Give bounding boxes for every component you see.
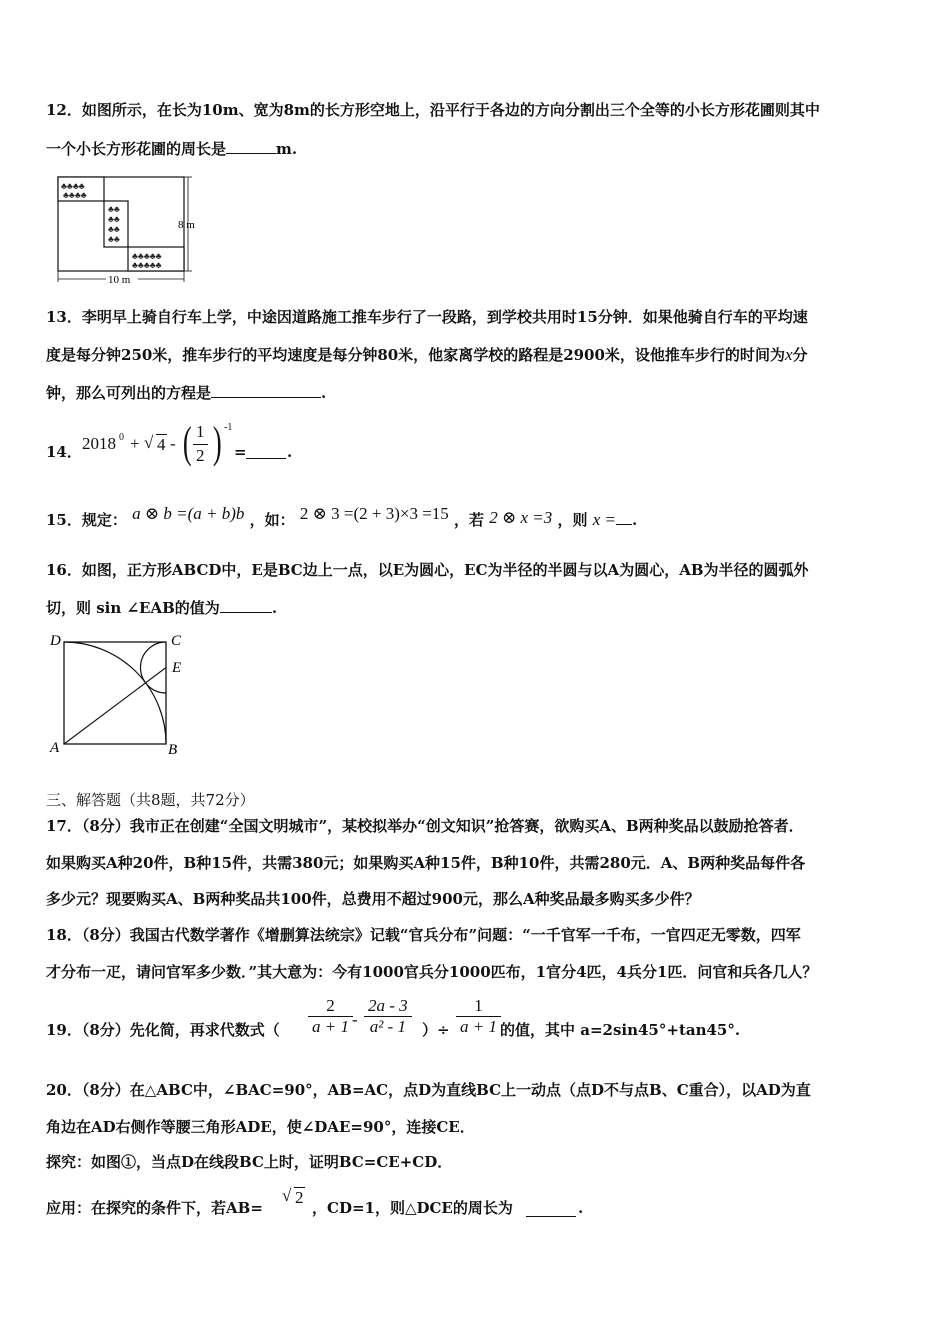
q15-line [46, 504, 638, 530]
q14-rparen: ) [212, 418, 222, 467]
q19-frac3-num: 1 [474, 996, 483, 1015]
q13-line2 [46, 345, 808, 365]
q20-line4-end: . [578, 1199, 584, 1217]
q20-line2: 角边在AD右侧作等腰三角形ADE，使∠DAE=90°，连接CE． [46, 1118, 475, 1136]
q20-answer-blank[interactable] [526, 1202, 576, 1217]
q20-line1: 20．（8分）在△ABC中，∠BAC=90°，AB=AC，点D为直线BC上一动点（点D不与点B、C重合），以AD为直 [46, 1081, 811, 1099]
q16-label-e: E [172, 660, 182, 676]
q12-line2 [46, 139, 297, 159]
q12-line2-text: 一个小长方形花圃的周长是 [46, 140, 227, 158]
q14-eq: = [234, 443, 247, 461]
q14-label: 14． [46, 443, 82, 461]
q15-label: 15．规定： [46, 511, 127, 529]
q19-frac3 [456, 996, 501, 1037]
q16-line2 [46, 598, 277, 618]
q16-square [64, 642, 166, 744]
q16-line2-text: 切，则 sin ∠EAB的值为 [46, 599, 220, 617]
q19-frac1-num: 2 [326, 996, 335, 1015]
svg-text:♣♣: ♣♣ [108, 204, 120, 214]
svg-text:♣♣♣♣♣: ♣♣♣♣♣ [132, 251, 162, 261]
q14-frac-den: 2 [196, 446, 205, 465]
q16-line2-end: . [271, 599, 278, 617]
q13-line3-end: . [321, 384, 327, 402]
q19-pre: 19．（8分）先化简，再求代数式（ [46, 1021, 280, 1039]
q12-flower-marks [61, 181, 162, 270]
q20-line3: 探究：如图①，当点D在线段BC上时，证明BC=CE+CD． [46, 1153, 453, 1171]
q19-frac1-den: a + 1 [308, 1016, 353, 1037]
q20-sqrt-arg: 2 [295, 1188, 304, 1207]
q17-line1: 17．（8分）我市正在创建“全国文明城市”，某校拟举办“创文知识”抢答赛，欲购买A、B两种奖品以鼓励抢答者． [46, 817, 804, 835]
q19-frac1 [308, 996, 353, 1037]
q12-figure [52, 174, 212, 286]
q16-label-a: A [50, 740, 60, 756]
q13-var-x: x [784, 345, 793, 364]
q12-line1: 12．如图所示，在长为10m、宽为8m的长方形空地上，沿平行于各边的方向分割出三个全等的小长方形花圃则其中 [46, 101, 820, 119]
q15-condition: 2 ⊗ x =3 [489, 508, 553, 527]
q15-mid2: ，若 [454, 511, 485, 529]
q14-sqrt-arg: 4 [157, 435, 166, 454]
q20-line4-pre: 应用：在探究的条件下，若AB= [46, 1199, 263, 1217]
q17-line3: 多少元？现要购买A、B两种奖品共100件，总费用不超过900元，那么A种奖品最多购买多少件？ [46, 890, 700, 908]
q15-mid3: ，则 [557, 511, 588, 529]
q14-frac-bar [193, 444, 208, 445]
q14-exp0: 0 [119, 432, 124, 443]
q16-label-b: B [168, 742, 178, 758]
q13-answer-blank[interactable] [211, 383, 321, 398]
q15-mid1: ，如： [249, 511, 295, 529]
q13-line3 [46, 383, 326, 403]
q15-end: . [632, 511, 638, 529]
q20-line4-mid: ，CD=1，则△DCE的周长为 [312, 1199, 513, 1217]
svg-text:♣♣: ♣♣ [108, 214, 120, 224]
q14-plus: + [130, 434, 140, 453]
q13-line1: 13．李明早上骑自行车上学，中途因道路施工推车步行了一段路，到学校共用时15分钟．如果他骑自行车的平均速 [46, 308, 808, 326]
q14-minus: - [170, 434, 176, 453]
q17-line2: 如果购买A种20件，B种15件，共需380元；如果购买A种15件，B种10件，共需280元．A、B两种奖品每件各 [46, 854, 806, 872]
q15-ask: x = [592, 510, 617, 529]
q20-sqrt-sign: √ [282, 1186, 292, 1205]
q13-line2-text: 度是每分钟250米，推车步行的平均速度是每分钟80米，他家离学校的路程是2900米，设他推车步行的时间为 [46, 346, 785, 364]
q13-line3-text: 钟，那么可列出的方程是 [46, 384, 212, 402]
section3-heading: 三、解答题（共8题，共72分） [46, 791, 255, 809]
q15-answer-blank[interactable] [616, 510, 632, 525]
q16-answer-blank[interactable] [220, 598, 272, 613]
q19-frac2-den: a² - 1 [364, 1016, 412, 1037]
q19-minus: - [352, 1010, 358, 1029]
q18-line1: 18．（8分）我国古代数学著作《增删算法统宗》记载“官兵分布”问题：“一千官军一千布，一官四疋无零数，四军 [46, 926, 801, 944]
q14-base: 2018 [82, 434, 116, 453]
q15-example: 2 ⊗ 3 =(2 + 3)×3 =15 [299, 504, 449, 523]
q14-exp-neg1: -1 [224, 422, 233, 433]
svg-text:♣♣: ♣♣ [108, 234, 120, 244]
q19-close-div: ）÷ [422, 1021, 450, 1039]
q16-label-c: C [171, 633, 182, 649]
q14-sqrt-sign: √ [144, 433, 154, 452]
q19-frac2 [364, 996, 412, 1037]
q12-height-label: 8 m [178, 219, 195, 231]
q16-line-ae [64, 668, 166, 745]
q16-line1: 16．如图，正方形ABCD中，E是BC边上一点，以E为圆心，EC为半径的半圆与以A为圆心，AB为半径的圆弧外 [46, 561, 809, 579]
svg-text:♣♣: ♣♣ [108, 224, 120, 234]
q13-line2-end: 分 [792, 346, 808, 364]
svg-text:♣♣♣♣♣: ♣♣♣♣♣ [132, 260, 162, 270]
svg-text:♣♣♣♣: ♣♣♣♣ [63, 190, 87, 200]
q12-answer-blank[interactable] [226, 139, 276, 154]
svg-text:♣♣♣♣: ♣♣♣♣ [61, 181, 85, 191]
q14-answer-blank[interactable] [246, 444, 286, 459]
q12-line2-unit: m. [276, 140, 298, 158]
q19-post: 的值，其中 a=2sin45°+tan45°. [500, 1021, 741, 1039]
q16-label-d: D [50, 633, 61, 649]
q19-frac3-den: a + 1 [456, 1016, 501, 1037]
q18-line2: 才分布一疋，请问官军多少数．”其大意为：今有1000官兵分1000匹布，1官分4匹，4兵分1匹．问官和兵各几人？ [46, 963, 818, 981]
q15-definition: a ⊗ b =(a + b)b [132, 504, 245, 523]
q14-lparen: ( [182, 418, 192, 467]
q14-end: . [287, 443, 293, 461]
q12-width-label: 10 m [108, 274, 131, 286]
q16-arc-a [64, 642, 166, 744]
q16-semicircle-e [141, 642, 167, 693]
q14-frac-num: 1 [196, 422, 205, 441]
q19-frac2-num: 2a - 3 [368, 996, 408, 1015]
q16-figure [44, 630, 194, 758]
